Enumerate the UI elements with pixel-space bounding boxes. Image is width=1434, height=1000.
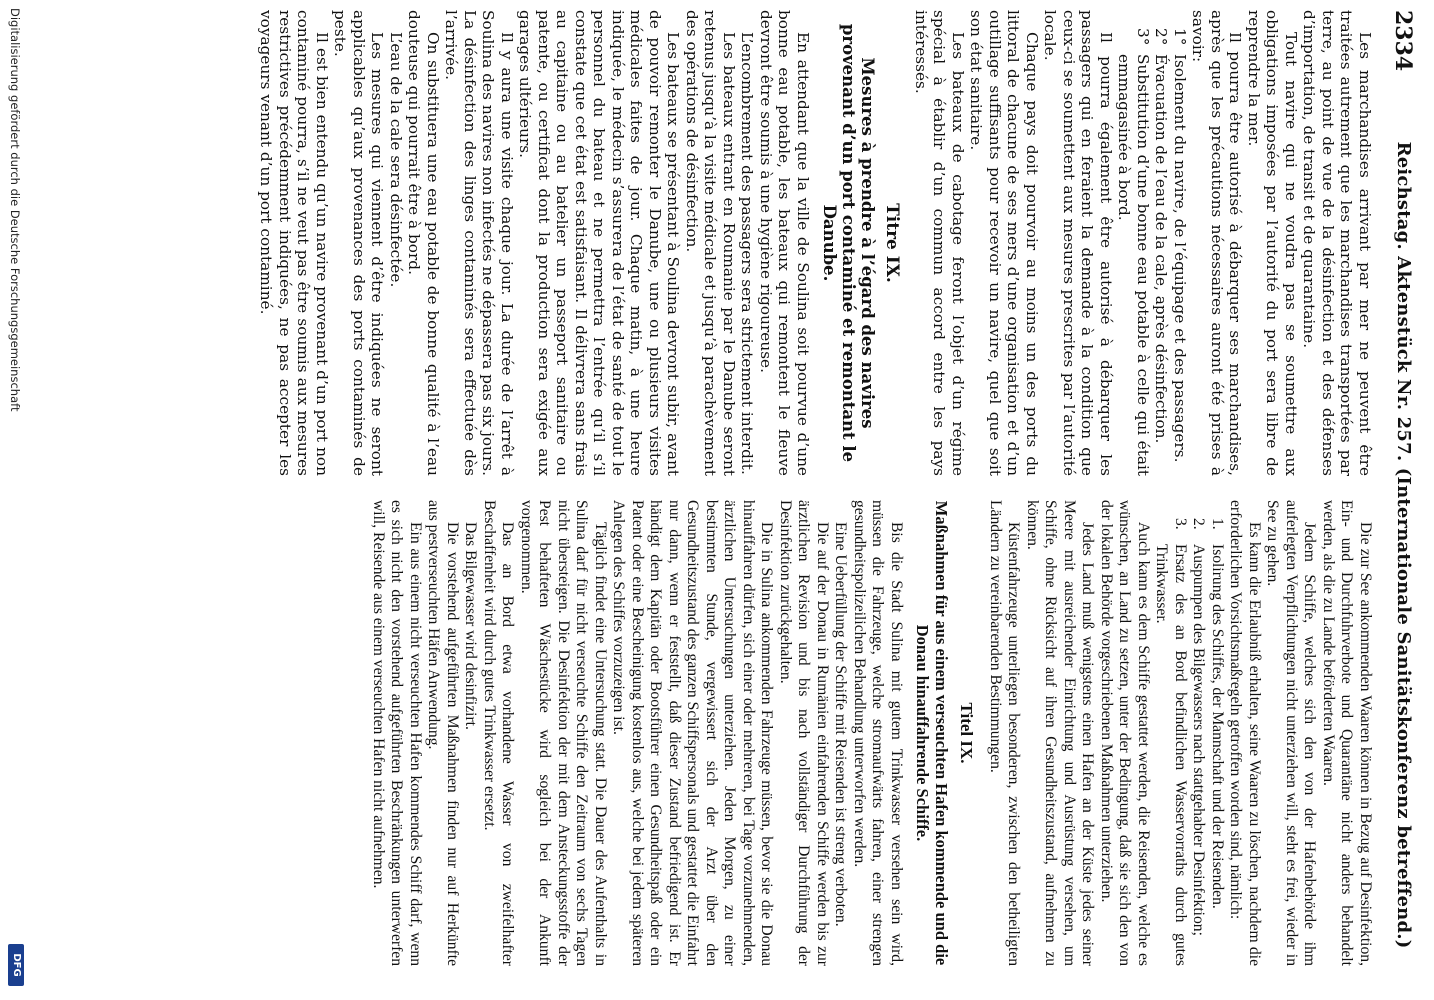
paragraph: Eine Ueberfüllung der Schiffe mit Reisenden ist streng verboten. <box>832 522 850 927</box>
paragraph: Das Bilgewasser wird desinfizirt. <box>462 522 480 730</box>
paragraph: Jedem Schiffe, welches sich den von der Hafenbehörde ihm auferlegten Verpflichtungen nicht unterziehen will, steht es frei, wieder in See zu gehen. <box>1264 500 1319 966</box>
item-number: 1° <box>1171 28 1189 46</box>
page-header <box>1386 10 1416 970</box>
list-item <box>1115 10 1152 476</box>
section-heading: Maßnahmen für aus einem verseuchten Hafen kommende und die Donau hinauffahrende Schiffe. <box>913 500 951 966</box>
item-text: Substitution d’une bonne eau potable à celle qui était emmagasinée à bord. <box>1115 54 1152 476</box>
digitization-note: Digitalisierung gefördert durch die Deutsche Forschungsgemeinschaft <box>8 8 22 412</box>
paragraph: Bis die Stadt Sulina mit gutem Trinkwasser versehen sein wird, müssen die Fahrzeuge, welche stromaufwärts fahren, einer strengen gesundheitspolizeilichen Behandlung unterworfen werden. <box>851 500 905 966</box>
paragraph: Die in Sulina ankommenden Fahrzeuge müssen, bevor sie die Donau hinauffahren dürfen, sich einer oder mehreren, bei Tage vorzunehmenden, ärztlichen Untersuchungen unterziehen. Jeden Morgen, zu einer bestimmten Stunde, vergewissert sich der Arzt über den Gesundheitszustand des ganzen Schiffspersonals und gestattet die Einfahrt nur dann, wenn er feststellt, daß dieser Zustand befriedigend ist. Er händigt dem Kapitän oder Bootsführer einen Gesundheitspaß oder ein Patent oder eine Bescheinigung kostenlos aus, welche bei jedem späteren Anlegen des Schiffes vorzuzeigen ist. <box>610 500 776 966</box>
paragraph: Les bateaux se présentant à Soulina devront subir, avant de pouvoir remonter le Danube, une ou plusieurs visites médicales faites de jour. Chaque matin, à une heure indiquée, le médecin s’assurera de l’état de santé de tout le personnel du bateau et ne permettra l’entrée qu’il s’il constate que cet état est satisfaisant. Il délivrera sans frais au capitaine ou au batelier un passeport sanitaire ou patente, ou certificat dont la production sera exigée aux garages ultérieurs. <box>516 10 683 476</box>
paragraph: Küstenfahrzeuge unterliegen besonderen, zwischen den betheiligten Ländern zu vereinbarenden Bestimmungen. <box>987 500 1023 966</box>
item-text: Évacuation de l’eau de la cale, après désinfection. <box>1152 54 1171 444</box>
list-item <box>1152 500 1189 966</box>
page-number: 2334 <box>1390 10 1416 72</box>
paragraph: Il pourra être autorisé à débarquer ses marchandises, après que les précautions nécessaires auront été prises à savoir: <box>1189 10 1245 476</box>
running-head: Reichstag. Aktenstück Nr. 257. (Internationale Sanitätskonferenz betreffend.) <box>1393 141 1414 949</box>
paragraph: Ein aus einem nicht verseuchten Hafen kommendes Schiff darf, wenn es sich nicht den vorstehend aufgeführten Beschränkungen unterwerfen will, Reisende aus einem verseuchten Hafen nicht aufnehmen. <box>370 500 424 966</box>
paragraph: Les bateaux de cabotage feront l’objet d’un régime spécial à établir d’un commun accord entre les pays intéressés. <box>912 10 967 476</box>
list-item <box>1189 500 1208 966</box>
paragraph: Les marchandises arrivant par mer ne peuvent être traitées autrement que les marchandises transportées par terre, au point de vue de la désinfection et des défenses d’importation, de transit et de quarantaine. <box>1300 10 1374 476</box>
paragraph: En attendant que la ville de Soulina soit pourvue d’une bonne eau potable, les bateaux qui remontent le fleuve devront être soumis à une hygiène rigoureuse. <box>757 10 812 476</box>
paragraph: Die vorstehend aufgeführten Maßnahmen finden nur auf Herkünfte aus pestverseuchten Häfen Anwendung. <box>425 500 461 966</box>
item-number: 3° <box>1134 28 1152 46</box>
paragraph: L’encombrement des passagers sera strictement interdit. <box>738 32 757 475</box>
item-number: 1. <box>1209 518 1226 530</box>
item-number: 2° <box>1152 28 1171 46</box>
digitization-footer <box>3 0 27 1000</box>
section-title: Titre IX. <box>882 203 903 283</box>
paragraph: Auch kann es dem Schiffe gestattet werden, die Reisenden, welche es wünschen, an Land zu setzen, unter der Bedingung, daß sie sich den von der lokalen Behörde vorgeschriebenen Maßnahmen unterziehen. <box>1098 500 1152 966</box>
section-heading: Mesures à prendre à l’égard des navires provenant d’un port contaminé et remontant le Danube. <box>820 23 877 463</box>
item-text: Isolirung des Schiffes, der Mannschaft und der Reisenden. <box>1209 544 1226 909</box>
paragraph: Les bateaux entrant en Roumanie par le Danube seront retenus jusqu’à la visite médicale et jusqu’à parachèvement des opérations de désinfection. <box>683 10 738 476</box>
list-item <box>1152 10 1171 476</box>
section-title: Titel IX. <box>957 702 977 764</box>
german-column <box>369 500 1375 966</box>
paragraph: Es kann die Erlaubniß erhalten, seine Waaren zu löschen, nachdem die erforderlichen Vorsichtsmaßregeln getroffen worden sind, nämlich: <box>1227 500 1263 966</box>
dfg-logo: DFG <box>8 944 24 986</box>
item-number: 3. <box>1172 518 1189 530</box>
item-text: Auspumpen des Bilgewassers nach stattgehabter Desinfektion; <box>1190 544 1208 936</box>
item-text: Ersatz des an Bord befindlichen Wasservorraths durch gutes Trinkwasser. <box>1153 544 1189 966</box>
paragraph: Tout navire qui ne voudra pas se soumettre aux obligations imposées par l’autorité du port sera libre de reprendre la mer. <box>1245 10 1300 476</box>
item-number: 2. <box>1190 518 1208 530</box>
paragraph: Die auf der Donau in Rumänien einfahrenden Schiffe werden bis zur ärztlichen Revision und bis nach vollständiger Durchführung der Desinfektion zurückgehalten. <box>777 500 831 966</box>
paragraph: Il est bien entendu qu’un navire provenant d’un port non contaminé pourra, s’il ne veut pas être soumis aux mesures restrictives précédemment indiquées, ne pas accepter les voyageurs venant d’un port contaminé. <box>257 10 331 476</box>
paragraph: L’eau de la cale sera désinfectée. <box>387 32 405 288</box>
list-item <box>1171 10 1190 476</box>
paragraph: On substituera une eau potable de bonne qualité à l’eau douteuse qui pourrait être à bord. <box>405 10 442 476</box>
paragraph: Il pourra également être autorisé à débarquer les passagers qui en feraient la demande à la condition que ceux-ci se soumettent aux mesures prescrites par l’autorité locale. <box>1041 10 1115 476</box>
paragraph: Das an Bord etwa vorhandene Wasser von zweifelhafter Beschaffenheit wird durch gutes Trinkwasser ersetzt. <box>481 500 517 966</box>
french-column <box>257 10 1374 476</box>
item-text: Isolement du navire, de l’équipage et des passagers. <box>1171 54 1189 463</box>
paragraph: Chaque pays doit pourvoir au moins un des ports du littoral de chacune de ses mers d’une organisation et d’un outillage suffisants pour recevoir un navire, quel que soit son état sanitaire. <box>967 10 1041 476</box>
list-item <box>1208 500 1227 966</box>
paragraph: Täglich findet eine Untersuchung statt. Die Dauer des Aufenthalts in Sulina darf für nicht verseuchte Schiffe den Zeitraum von sechs Tagen nicht übersteigen. Die Desinfektion der mit dem Ansteckungsstoffe der Pest behafteten Wäschestücke wird sogleich bei der Ankunft vorgenommen. <box>518 500 609 966</box>
paragraph: Jedes Land muß wenigstens einen Hafen an der Küste jedes seiner Meere mit ausreichender Einrichtung und Ausrüstung versehen, um Schiffe, ohne Rücksicht auf ihren Gesundheitszustand, aufnehmen zu können. <box>1024 500 1097 966</box>
paragraph: Les mesures qui viennent d’être indiquées ne seront applicables qu’aux provenances des ports contaminés de peste. <box>331 10 387 476</box>
paragraph: Il y aura une visite chaque jour. La durée de l’arrêt à Soulina des navires non infectés ne dépassera pas six jours. La désinfection des linges contaminés sera effectuée dès l’arrivée. <box>442 10 516 476</box>
paragraph: Die zur See ankommenden Waaren können in Bezug auf Desinfektion, Ein- und Durchfuhrverbote und Quarantäne nicht anders behandelt werden, als die zu Lande beförderten Waaren. <box>1320 500 1374 966</box>
